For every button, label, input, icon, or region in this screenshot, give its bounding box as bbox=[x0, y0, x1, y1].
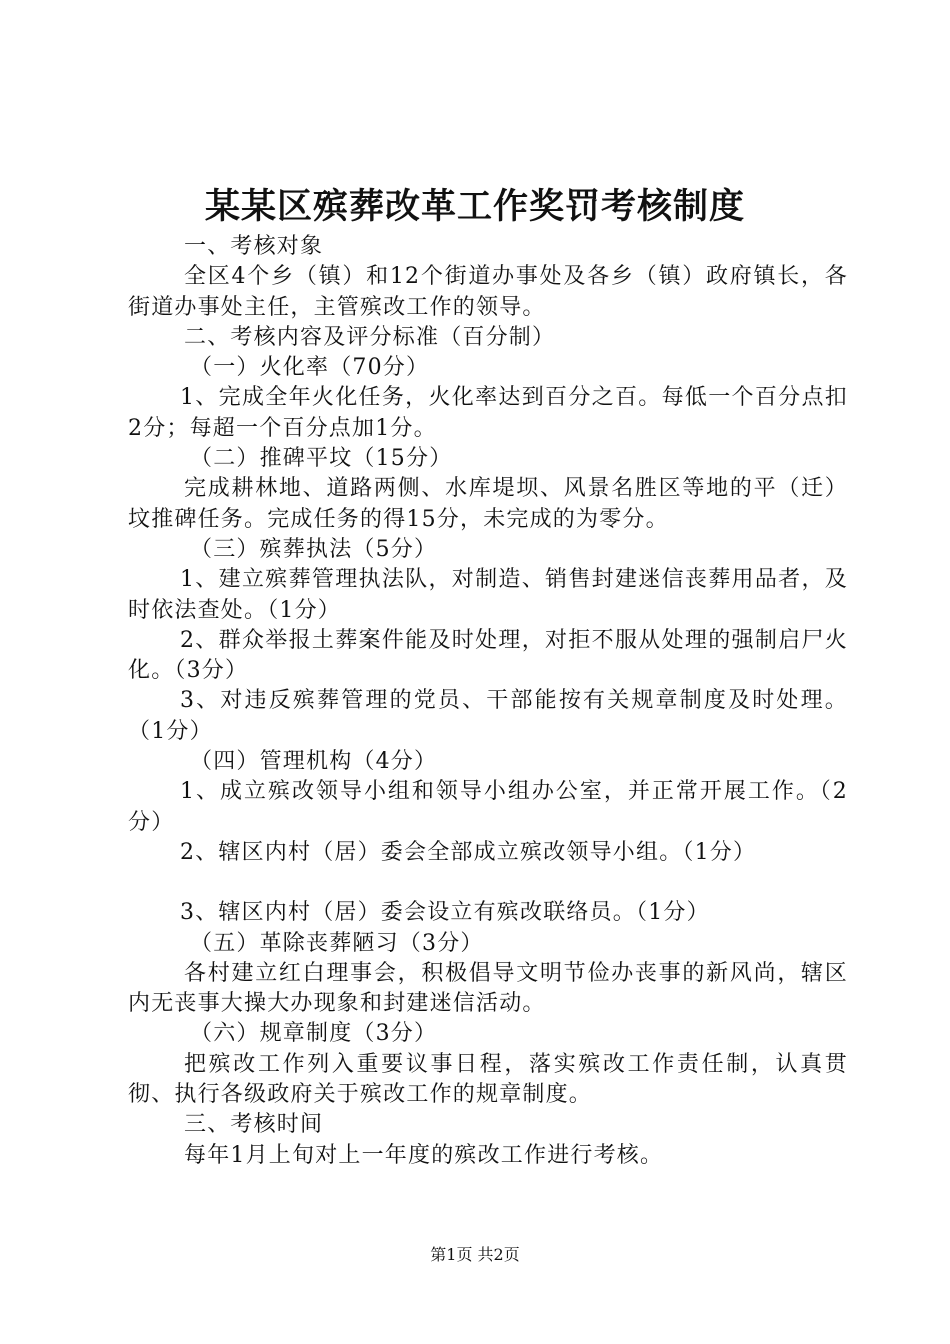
paragraph: 把殡改工作列入重要议事日程，落实殡改工作责任制，认真贯彻、执行各级政府关于殡改工作的规章制度。 bbox=[128, 1051, 848, 1108]
section-heading: 三、考核时间 bbox=[184, 1112, 324, 1138]
subsection-heading: （一）火化率（70分） bbox=[190, 355, 430, 381]
paragraph: 每年1月上旬对上一年度的殡改工作进行考核。 bbox=[184, 1142, 664, 1168]
list-item: 2、群众举报土葬案件能及时处理，对拒不服从处理的强制启尸火化。（3分） bbox=[128, 627, 848, 684]
subsection-heading: （三）殡葬执法（5分） bbox=[190, 536, 438, 562]
section-heading: 一、考核对象 bbox=[184, 234, 324, 259]
section-heading: 二、考核内容及评分标准（百分制） bbox=[184, 324, 556, 350]
list-item: 3、对违反殡葬管理的党员、干部能按有关规章制度及时处理。（1分） bbox=[128, 688, 848, 744]
paragraph: 完成耕林地、道路两侧、水库堤坝、风景名胜区等地的平（迁）坟推碑任务。完成任务的得15分，未完成的为零分。 bbox=[128, 476, 848, 532]
list-item: 3、辖区内村（居）委会设立有殡改联络员。（1分） bbox=[180, 900, 710, 926]
paragraph: 各村建立红白理事会，积极倡导文明节俭办丧事的新风尚，辖区内无丧事大操大办现象和封建迷信活动。 bbox=[128, 960, 848, 1017]
subsection-heading: （六）规章制度（3分） bbox=[190, 1021, 438, 1047]
paragraph: 全区4个乡（镇）和12个街道办事处及各乡（镇）政府镇长，各街道办事处主任，主管殡改工作的领导。 bbox=[128, 264, 848, 320]
list-item: 1、成立殡改领导小组和领导小组办公室，并正常开展工作。（2分） bbox=[128, 779, 848, 835]
page-footer: 第1页 共2页 bbox=[430, 1245, 520, 1264]
blank-line bbox=[128, 868, 848, 898]
list-item: 1、建立殡葬管理执法队，对制造、销售封建迷信丧葬用品者，及时依法查处。（1分） bbox=[128, 567, 848, 623]
list-item: 1、完成全年火化任务，火化率达到百分之百。每低一个百分点扣2分；每超一个百分点加1分。 bbox=[128, 385, 848, 441]
document-body bbox=[128, 232, 848, 1171]
subsection-heading: （二）推碑平坟（15分） bbox=[190, 446, 453, 472]
list-item: 2、辖区内村（居）委会全部成立殡改领导小组。（1分） bbox=[180, 839, 757, 865]
subsection-heading: （五）革除丧葬陋习（3分） bbox=[190, 930, 484, 956]
subsection-heading: （四）管理机构（4分） bbox=[190, 749, 438, 775]
document-title: 某某区殡葬改革工作奖罚考核制度 bbox=[204, 186, 745, 227]
